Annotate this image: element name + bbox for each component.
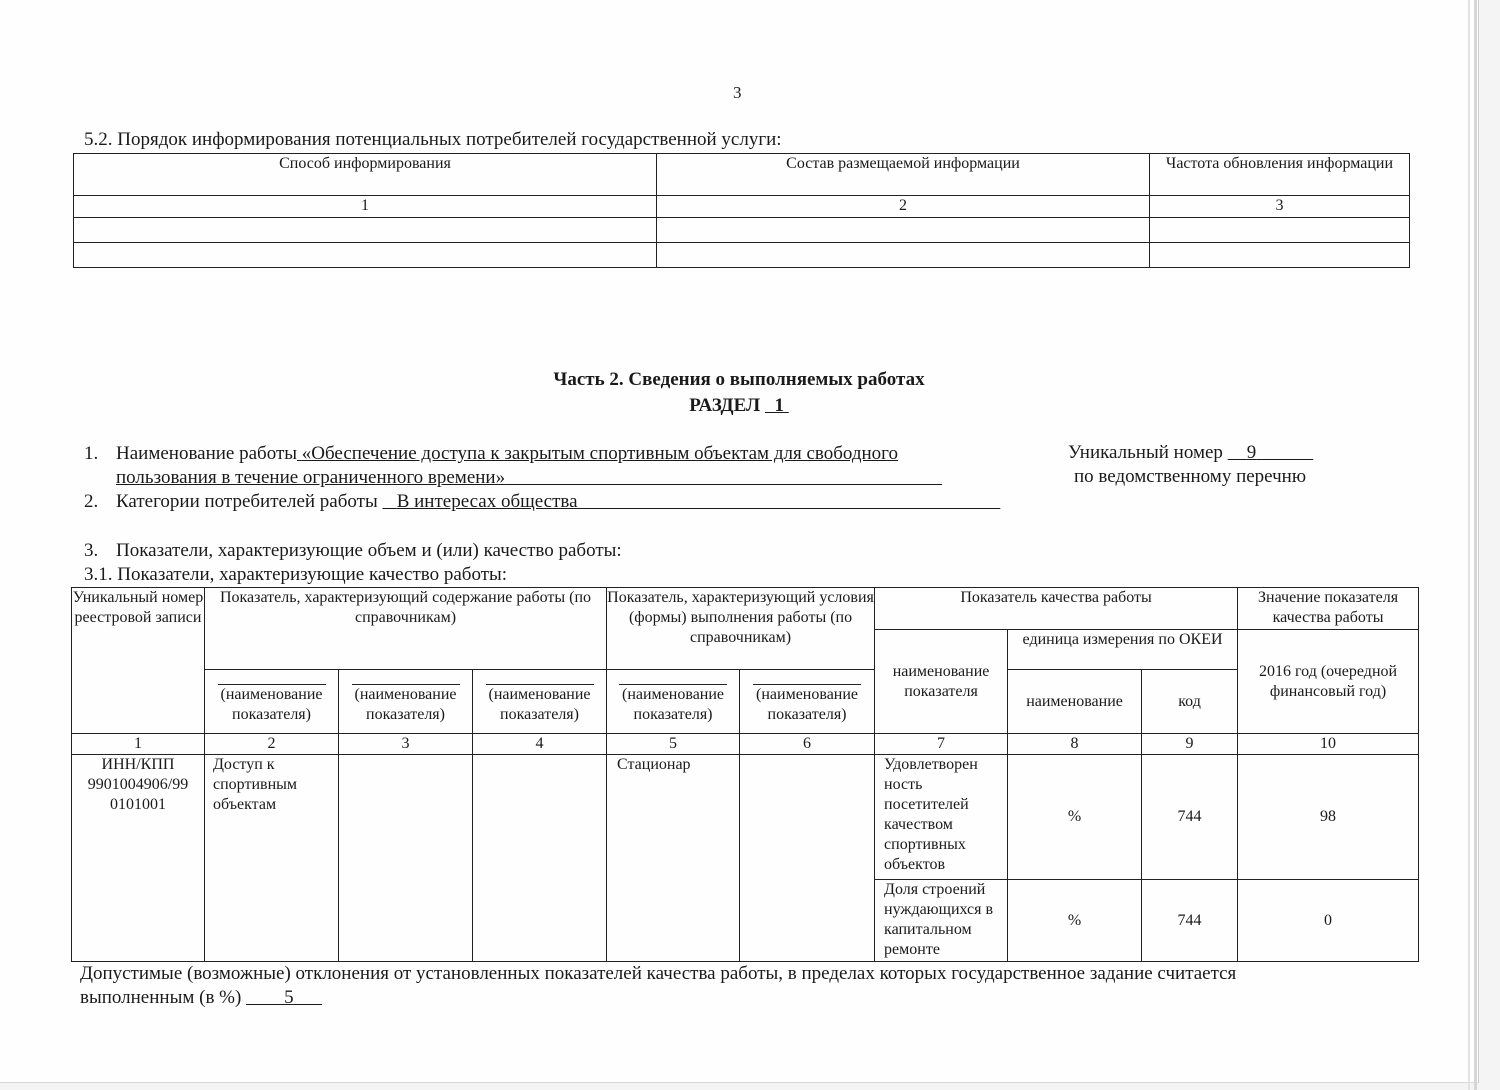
item-1-line1 [84,442,898,466]
column-number: 2 [657,196,1150,218]
indicator-name-cell: Доля строений нуждающихся в капитальном ремонте [875,880,1008,962]
item-3-1-line: 3.1. Показатели, характеризующие качество работы: [84,564,508,585]
header-cell: Частота обновления информации [1150,154,1410,196]
unique-number-label2: по ведомственному перечню [1074,466,1307,487]
subheader-name: (наименование показателя) [740,670,875,734]
table-cell [74,243,657,268]
subheader-name: (наименование показателя) [205,670,339,734]
blank-line [753,670,861,685]
column-number: 10 [1238,734,1419,755]
deviation-line1: Допустимые (возможные) отклонения от установленных показателей качества работы, в пределах которых государственное задание считается [80,963,1237,984]
item-number: 1. [84,443,99,464]
razdel-number: 1 [774,395,784,416]
table-cell [657,218,1150,243]
content-indicator-cell: Доступ к спортивным объектам [205,755,339,962]
indicator-value-cell: 0 [1238,880,1419,962]
item-1-label: Наименование работы [116,443,298,464]
part2-title: Часть 2. Сведения о выполняемых работах [553,369,925,390]
unit-name-cell: % [1008,880,1142,962]
header-cell: Состав размещаемой информации [657,154,1150,196]
header-quality-indicator: Показатель качества работы [875,588,1238,630]
header-cell: Способ информирования [74,154,657,196]
header-registry-number: Уникальный номер реестровой записи [72,588,205,734]
item-1-value-line1: «Обеспечение доступа к закрытым спортивным объектам для свободного [301,443,899,464]
item-number: 3. [84,540,99,561]
header-conditions-indicator: Показатель, характеризующий условия (формы) выполнения работы (по справочникам) [607,588,875,670]
quality-indicators-table [71,587,1419,962]
column-number: 2 [205,734,339,755]
subheader-name: (наименование показателя) [473,670,607,734]
unit-code-cell: 744 [1142,880,1238,962]
deviation-text [80,962,1236,1010]
column-number: 3 [1150,196,1410,218]
column-number: 3 [339,734,473,755]
deviation-value: 5 [284,987,294,1008]
page-edge [1474,0,1477,1090]
deviation-line2: выполненным (в %) 5 [80,986,1236,1010]
razdel-heading [0,395,1478,417]
unique-number-label: Уникальный номер [1068,442,1223,463]
table-cell [1150,218,1410,243]
section-5-2-heading: 5.2. Порядок информирования потенциальных потребителей государственной услуги: [84,129,782,150]
table-cell [740,755,875,962]
column-number: 8 [1008,734,1142,755]
indicator-value-cell: 98 [1238,755,1419,880]
table-cell [74,218,657,243]
column-number: 5 [607,734,740,755]
subheader-name: (наименование показателя) [339,670,473,734]
column-number: 6 [740,734,875,755]
item-2-value: В интересах общества [396,491,578,512]
unique-number-line [1068,442,1313,464]
item-3-line [84,539,622,563]
razdel-label: РАЗДЕЛ [689,395,761,416]
table-cell [1150,243,1410,268]
item-2-line [84,490,1000,514]
table-cell [657,243,1150,268]
header-indicator-value: Значение показателя качества работы [1238,588,1419,630]
column-number: 1 [72,734,205,755]
table-cell [339,755,473,962]
registry-number-cell: ИНН/КПП 9901004906/99 0101001 [72,755,205,962]
header-indicator-name: наименование показателя [875,630,1008,734]
header-year: 2016 год (очередной финансовый год) [1238,630,1419,734]
item-3-text: Показатели, характеризующие объем и (или) качество работы: [116,540,622,561]
blank-line [352,670,460,685]
item-1-value-line2: пользования в течение ограниченного времени» [116,467,506,488]
unit-code-cell: 744 [1142,755,1238,880]
header-okei-unit: единица измерения по ОКЕИ [1008,630,1238,670]
column-number: 1 [74,196,657,218]
unit-name-cell: % [1008,755,1142,880]
condition-indicator-cell: Стационар [607,755,740,962]
unique-number-value: 9 [1246,442,1257,463]
column-number: 7 [875,734,1008,755]
table-cell [473,755,607,962]
informing-table [73,153,1410,268]
item-2-label: Категории потребителей работы [116,491,378,512]
page-number: 3 [733,83,742,102]
subheader-unit-name: наименование [1008,670,1142,734]
blank-line [619,670,727,685]
blank-line [486,670,594,685]
column-number: 4 [473,734,607,755]
blank-line [218,670,326,685]
header-content-indicator: Показатель, характеризующий содержание работы (по справочникам) [205,588,607,670]
page-edge [1468,0,1470,1090]
item-1-line2 [116,466,942,490]
indicator-name-cell: Удовлетворен ность посетителей качеством спортивных объектов [875,755,1008,880]
item-number: 2. [84,491,99,512]
subheader-name: (наименование показателя) [607,670,740,734]
subheader-unit-code: код [1142,670,1238,734]
column-number: 9 [1142,734,1238,755]
